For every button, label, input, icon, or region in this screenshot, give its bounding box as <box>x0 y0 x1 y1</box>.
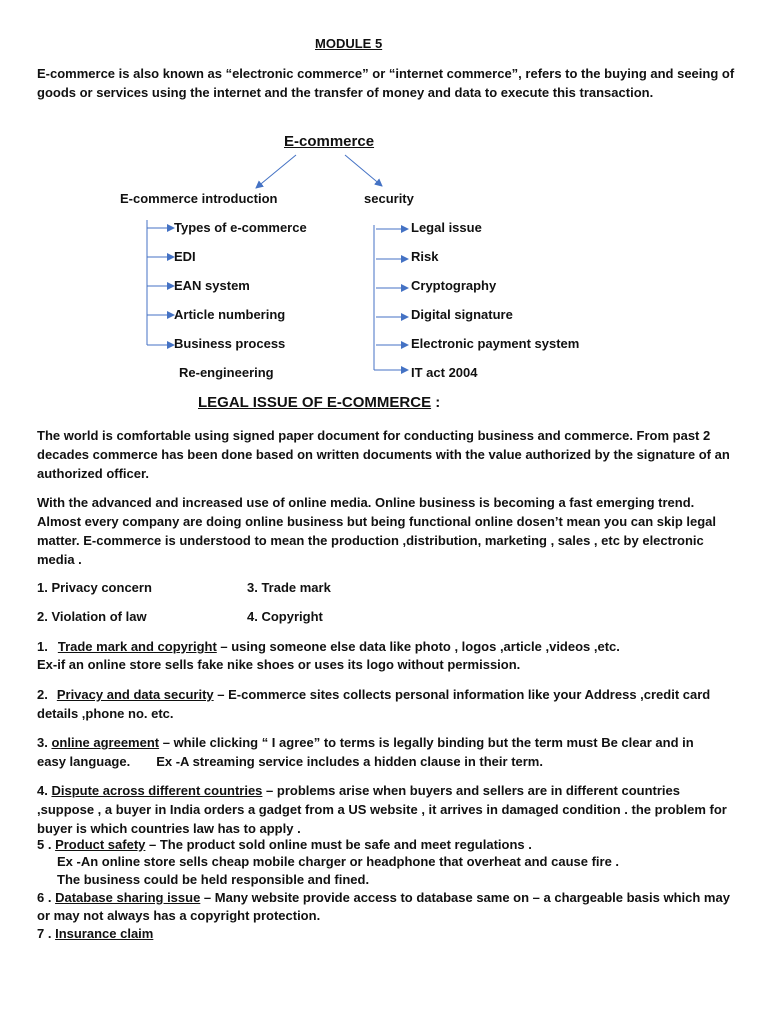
point-1-example: Ex-if an online store sells fake nike shoes or uses its logo without permission. <box>37 657 521 672</box>
point-3-line-2 <box>37 753 543 771</box>
point-title: Product safety <box>55 837 146 852</box>
list-item: 4. Copyright <box>247 609 323 624</box>
point-number: 7 . <box>37 926 56 941</box>
point-number: 4. <box>37 783 52 798</box>
root-to-left-arrow <box>256 155 296 188</box>
point-4 <box>37 781 737 838</box>
diagram-left-item: Business process <box>174 336 286 351</box>
diagram-arrows <box>0 0 768 400</box>
point-number: 6 . <box>37 890 56 905</box>
list-item: 1. Privacy concern <box>37 580 152 595</box>
point-example: Ex -A streaming service includes a hidden clause in their term. <box>156 754 543 769</box>
point-text: easy language. <box>37 754 131 769</box>
list-item: 2. Violation of law <box>37 609 147 624</box>
legal-heading <box>198 394 440 411</box>
diagram-left-item: EDI <box>174 249 196 264</box>
legal-paragraph-2: With the advanced and increased use of online media. Online business is becoming a fast emerging trend. Almost every company are doing online business but being functional online dosen’t mean you can skip legal matter. E-commerce is understood to mean the production ,distribution, marketing , sales , etc by electronic media . <box>37 495 717 567</box>
point-1 <box>37 638 620 656</box>
point-text: – Many website provide access to database same on – a chargeable basis which may or may not always has a copyright protection. <box>37 890 730 923</box>
point-5 <box>37 836 532 854</box>
legal-heading-text: LEGAL ISSUE OF E-COMMERCE <box>198 394 432 411</box>
diagram-left-heading: E-commerce introduction <box>120 191 278 206</box>
diagram-right-heading: security <box>364 191 414 206</box>
point-text: – while clicking “ I agree” to terms is legally binding but the term must Be clear and in <box>159 735 694 750</box>
diagram-right-item: Electronic payment system <box>411 336 580 351</box>
point-number: 3. <box>37 735 52 750</box>
intro-paragraph: E-commerce is also known as “electronic commerce” or “internet commerce”, refers to the buying and seeing of goods or services using the internet and the transfer of money and data to execute this transaction. <box>37 66 735 100</box>
point-7 <box>37 925 153 943</box>
root-to-right-arrow <box>345 155 382 186</box>
point-number: 1. <box>37 639 48 654</box>
list-item: 3. Trade mark <box>247 580 331 595</box>
point-title: Privacy and data security <box>56 687 214 702</box>
point-title: online agreement <box>51 735 160 750</box>
point-5-example-2: The business could be held responsible and fined. <box>57 872 370 887</box>
point-title: Trade mark and copyright <box>57 639 217 654</box>
point-text: – using someone else data like photo , logos ,article ,videos ,etc. <box>216 639 620 654</box>
point-text: – problems arise when buyers and sellers are in different countries ,suppose , a buyer in India orders a gadget from a US website , it arrives in damaged condition . the problem for buyer is which countries law has to apply . <box>37 783 727 836</box>
point-number: 5 . <box>37 837 56 852</box>
point-title: Dispute across different countries <box>51 783 263 798</box>
point-text: – E-commerce sites collects personal information like your Address ,credit card details ,phone no. etc. <box>37 687 711 721</box>
legal-paragraph-1: The world is comfortable using signed paper document for conducting business and commerce. From past 2 decades commerce has been done based on written documents with the value authorized by the signature of an authorized officer. <box>37 428 730 481</box>
diagram-right-item: Legal issue <box>411 220 482 235</box>
diagram-right-item: Risk <box>411 249 439 264</box>
diagram-left-item: Article numbering <box>174 307 286 322</box>
point-6 <box>37 889 737 925</box>
point-title: Database sharing issue <box>55 890 201 905</box>
diagram-left-item: Types of e-commerce <box>174 220 307 235</box>
diagram-left-item: EAN system <box>174 278 250 293</box>
point-title: Insurance claim <box>55 926 154 941</box>
diagram-root: E-commerce <box>284 133 375 150</box>
point-3 <box>37 734 694 752</box>
point-5-example: Ex -An online store sells cheap mobile charger or headphone that overheat and cause fire . <box>57 854 620 869</box>
point-2 <box>37 685 737 723</box>
diagram-right-item: IT act 2004 <box>411 365 478 380</box>
module-title: MODULE 5 <box>315 36 383 51</box>
diagram-left-item: Re-engineering <box>179 365 274 380</box>
point-text: – The product sold online must be safe and meet regulations . <box>145 837 532 852</box>
point-number: 2. <box>37 687 48 702</box>
legal-heading-colon: : <box>431 394 441 411</box>
diagram-right-item: Digital signature <box>411 307 513 322</box>
diagram-right-item: Cryptography <box>411 278 497 293</box>
